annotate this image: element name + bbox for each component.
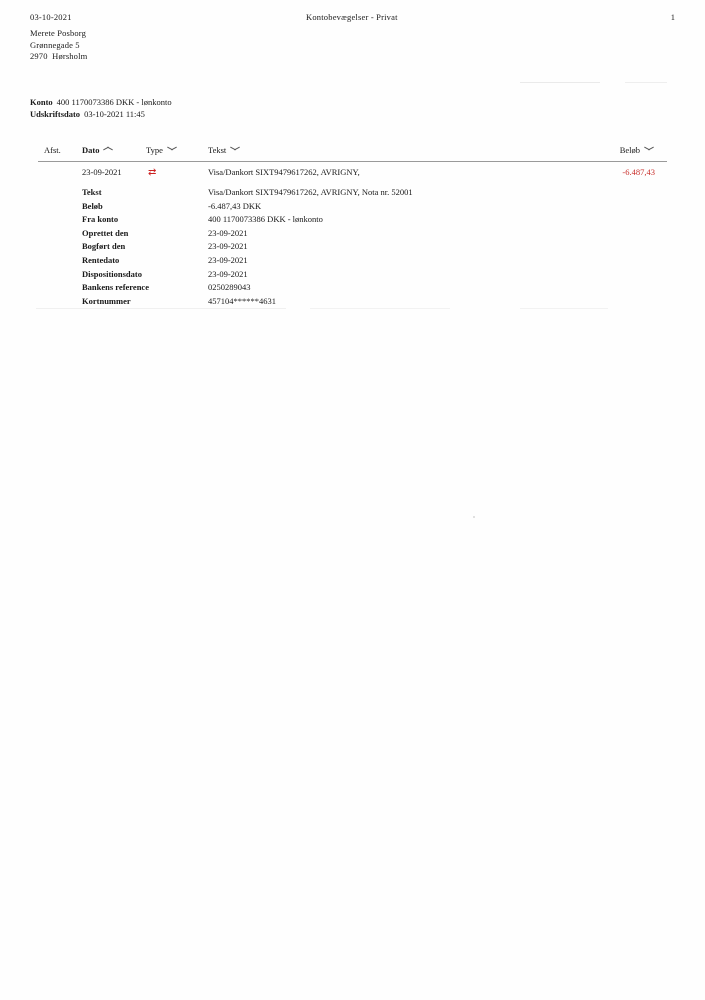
detail-key: Bogført den — [82, 241, 126, 252]
detail-row — [30, 255, 675, 269]
sort-descending-icon[interactable] — [230, 145, 239, 152]
table-row[interactable] — [30, 167, 675, 185]
detail-key: Kortnummer — [82, 295, 131, 306]
column-header-belob[interactable] — [620, 145, 653, 155]
sort-descending-icon[interactable] — [644, 145, 653, 152]
detail-key: Oprettet den — [82, 227, 129, 238]
detail-key: Bankens reference — [82, 282, 149, 293]
column-header-tekst[interactable] — [208, 145, 239, 155]
transaction-details — [30, 187, 675, 309]
detail-value: 23-09-2021 — [208, 254, 248, 265]
detail-value: 23-09-2021 — [208, 268, 248, 279]
account-info — [30, 97, 172, 120]
detail-value: 457104******4631 — [208, 295, 276, 306]
detail-key: Dispositionsdato — [82, 268, 142, 279]
page-number: 1 — [670, 12, 675, 22]
detail-value: Visa/Dankort SIXT9479617262, AVRIGNY, Nota nr. 52001 — [208, 187, 413, 197]
transactions-table — [30, 145, 675, 309]
konto-value: 400 1170073386 DKK - lønkonto — [56, 97, 172, 107]
column-header-belob-label: Beløb — [619, 145, 640, 155]
transfer-arrow-icon: ⇄ — [148, 167, 157, 178]
transaction-text: Visa/Dankort SIXT9479617262, AVRIGNY, — [208, 167, 360, 177]
address-line-3: 2970 Hørsholm — [30, 51, 88, 61]
column-header-afst[interactable]: Afst. — [44, 145, 61, 155]
detail-value: 0250289043 — [208, 282, 251, 293]
column-header-tekst-label: Tekst — [208, 145, 227, 155]
address-line-1: Merete Posborg — [30, 28, 87, 38]
detail-value: -6.487,43 DKK — [208, 200, 262, 211]
detail-key: Tekst — [82, 187, 102, 197]
header-divider — [38, 161, 667, 162]
detail-row — [30, 187, 675, 201]
column-header-type-label: Type — [146, 145, 163, 155]
address-block — [30, 28, 87, 63]
detail-value: 23-09-2021 — [208, 227, 248, 238]
detail-key: Fra konto — [82, 214, 119, 225]
detail-row — [30, 228, 675, 242]
statement-date-row — [30, 109, 172, 121]
page-header — [30, 12, 675, 26]
detail-row — [30, 269, 675, 283]
address-line-2: Grønnegade 5 — [30, 39, 80, 50]
konto-label: Konto — [30, 97, 53, 107]
transaction-date: 23-09-2021 — [82, 167, 122, 177]
account-row — [30, 97, 172, 109]
column-header-dato-label: Dato — [82, 145, 100, 155]
detail-key: Beløb — [82, 200, 103, 211]
sort-ascending-icon[interactable] — [103, 145, 112, 152]
detail-row — [30, 214, 675, 228]
column-header-type[interactable] — [146, 145, 176, 155]
table-header-row — [30, 145, 675, 161]
transaction-amount: -6.487,43 — [622, 167, 655, 177]
header-date: 03-10-2021 — [30, 12, 72, 22]
page-title: Kontobevægelser - Privat — [306, 12, 398, 22]
column-header-dato[interactable] — [82, 145, 112, 155]
scan-artifact — [520, 82, 600, 83]
detail-row — [30, 296, 675, 310]
detail-row — [30, 241, 675, 255]
detail-row — [30, 201, 675, 215]
detail-value: 400 1170073386 DKK - lønkonto — [208, 214, 323, 225]
detail-row — [30, 282, 675, 296]
scan-artifact — [473, 516, 475, 518]
detail-value: 23-09-2021 — [208, 241, 248, 252]
detail-key: Rentedato — [82, 254, 120, 265]
udskriftsdato-label: Udskriftsdato — [30, 108, 81, 119]
udskriftsdato-value: 03-10-2021 11:45 — [84, 108, 145, 119]
scan-artifact — [625, 82, 667, 83]
sort-descending-icon[interactable] — [167, 145, 176, 152]
